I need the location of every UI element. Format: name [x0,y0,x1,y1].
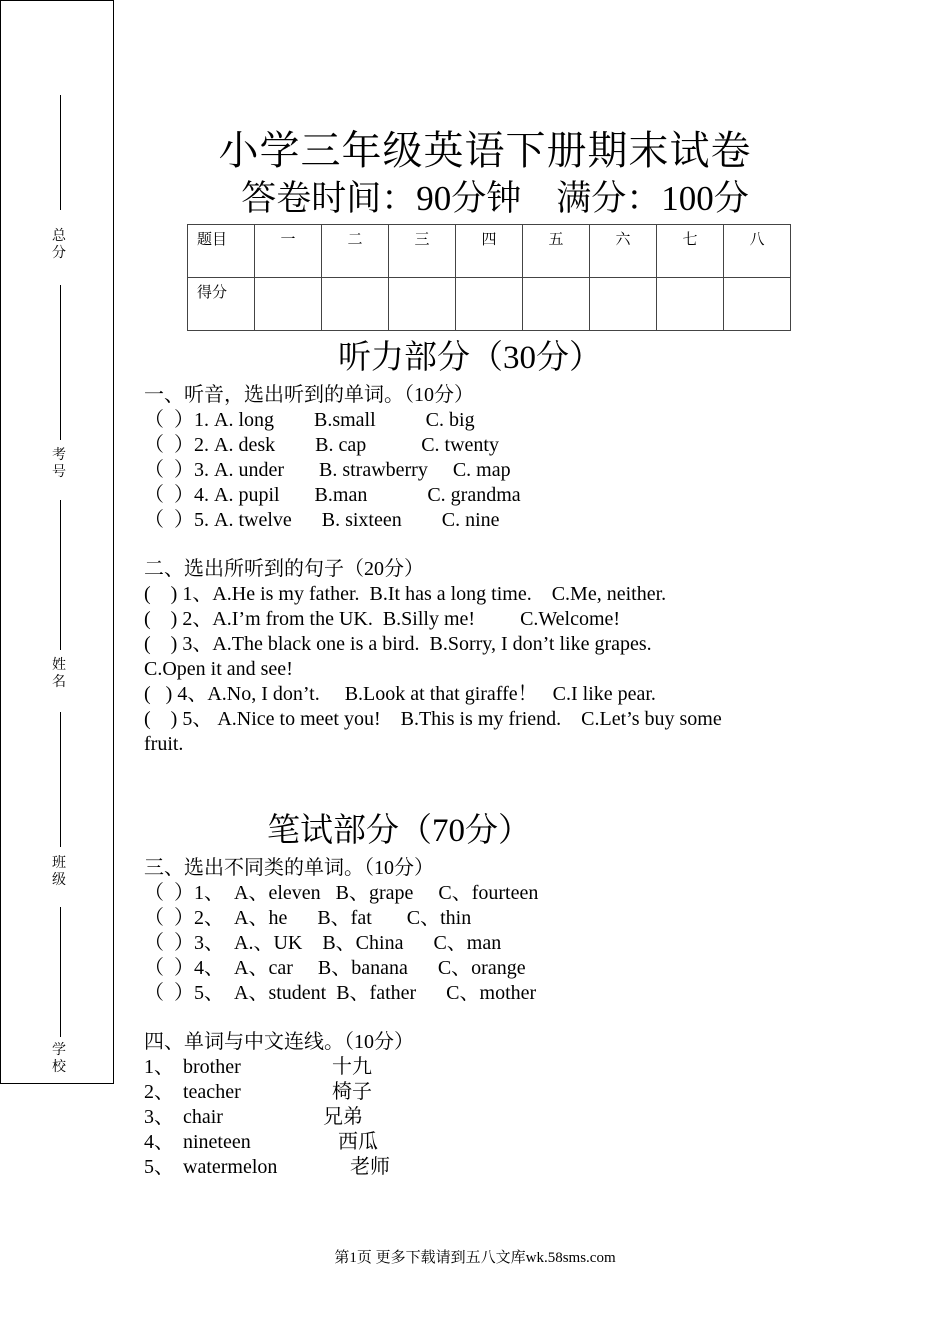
q2-item: ( ) 1、A.He is my father. B.It has a long time. C.Me, neither. [144,583,667,605]
score-cell [523,278,590,331]
q4-english-word: brother [183,1056,241,1078]
score-header-cell: 四 [456,225,523,278]
q3-item: （ ）4、 A、car B、banana C、orange [144,957,526,979]
q2-item: ( ) 4、A.No, I don’t. B.Look at that giraffe！ C.I like pear. [144,683,656,705]
score-header-cell: 六 [590,225,657,278]
listening-heading: 听力部分（30分） [338,340,602,376]
writing-heading: 笔试部分（70分） [267,813,531,849]
q2-item: ( ) 3、A.The black one is a bird. B.Sorry, I don’t like grapes. [144,633,652,655]
q4-number: 5、 [144,1156,174,1178]
q4-title: 四、单词与中文连线。（10分） [144,1031,414,1053]
q3-title: 三、选出不同类的单词。（10分） [144,857,434,879]
exam-number-label: 考号 [52,448,66,480]
q4-number: 4、 [144,1131,174,1153]
class-label: 班级 [52,856,66,888]
score-cell [657,278,724,331]
score-header-cell: 题目 [188,225,255,278]
score-row-label: 得分 [188,278,255,331]
exam-subtitle: 答卷时间：90分钟 满分：100分 [241,179,749,218]
q1-item: （ ）1. A. long B.small C. big [144,409,475,431]
q4-number: 3、 [144,1106,174,1128]
q1-item: （ ）3. A. under B. strawberry C. map [144,459,511,481]
score-cell [456,278,523,331]
q3-item: （ ）3、 A.、UK B、China C、man [144,932,502,954]
score-header-cell: 五 [523,225,590,278]
q4-english-word: teacher [183,1081,241,1103]
score-cell [255,278,322,331]
q4-chinese-word: 西瓜 [338,1131,378,1153]
page-footer: 第1页 更多下载请到五八文库wk.58sms.com [334,1250,616,1266]
school-label: 学校 [52,1043,66,1075]
q4-chinese-word: 兄弟 [323,1106,363,1128]
score-header-cell: 一 [255,225,322,278]
score-header-cell: 八 [724,225,791,278]
score-cell [590,278,657,331]
q2-item-continued: fruit. [144,733,184,755]
q4-chinese-word: 老师 [350,1156,390,1178]
score-cell [322,278,389,331]
q2-item: ( ) 2、A.I’m from the UK. B.Silly me! C.Welcome! [144,608,621,630]
q4-english-word: chair [183,1106,223,1128]
q3-item: （ ）2、 A、he B、fat C、thin [144,907,472,929]
score-header-cell: 七 [657,225,724,278]
q1-title: 一、听音，选出听到的单词。（10分） [144,384,474,406]
score-table-score-row [188,278,791,331]
score-cell [724,278,791,331]
q4-number: 1、 [144,1056,174,1078]
q4-english-word: watermelon [183,1156,278,1178]
blank-line [60,500,61,650]
q1-item: （ ）2. A. desk B. cap C. twenty [144,434,499,456]
score-header-cell: 二 [322,225,389,278]
name-label: 姓名 [52,658,66,690]
blank-line [60,285,61,440]
score-table [187,224,791,331]
q3-item: （ ）5、 A、student B、father C、mother [144,982,537,1004]
q2-item: ( ) 5、 A.Nice to meet you! B.This is my friend. C.Let’s buy some [144,708,722,730]
total-score-label: 总分 [52,229,66,261]
q4-english-word: nineteen [183,1131,251,1153]
blank-line [60,907,61,1037]
blank-line [60,712,61,847]
q3-item: （ ）1、 A、eleven B、grape C、fourteen [144,882,539,904]
score-cell [389,278,456,331]
score-table-header-row [188,225,791,278]
q2-title: 二、选出所听到的句子（20分） [144,558,424,580]
q4-number: 2、 [144,1081,174,1103]
exam-title: 小学三年级英语下册期末试卷 [218,128,752,173]
q1-item: （ ）4. A. pupil B.man C. grandma [144,484,521,506]
q4-chinese-word: 十九 [332,1056,372,1078]
q4-chinese-word: 椅子 [332,1081,372,1103]
score-header-cell: 三 [389,225,456,278]
q2-item-continued: C.Open it and see! [144,658,293,680]
q1-item: （ ）5. A. twelve B. sixteen C. nine [144,509,500,531]
